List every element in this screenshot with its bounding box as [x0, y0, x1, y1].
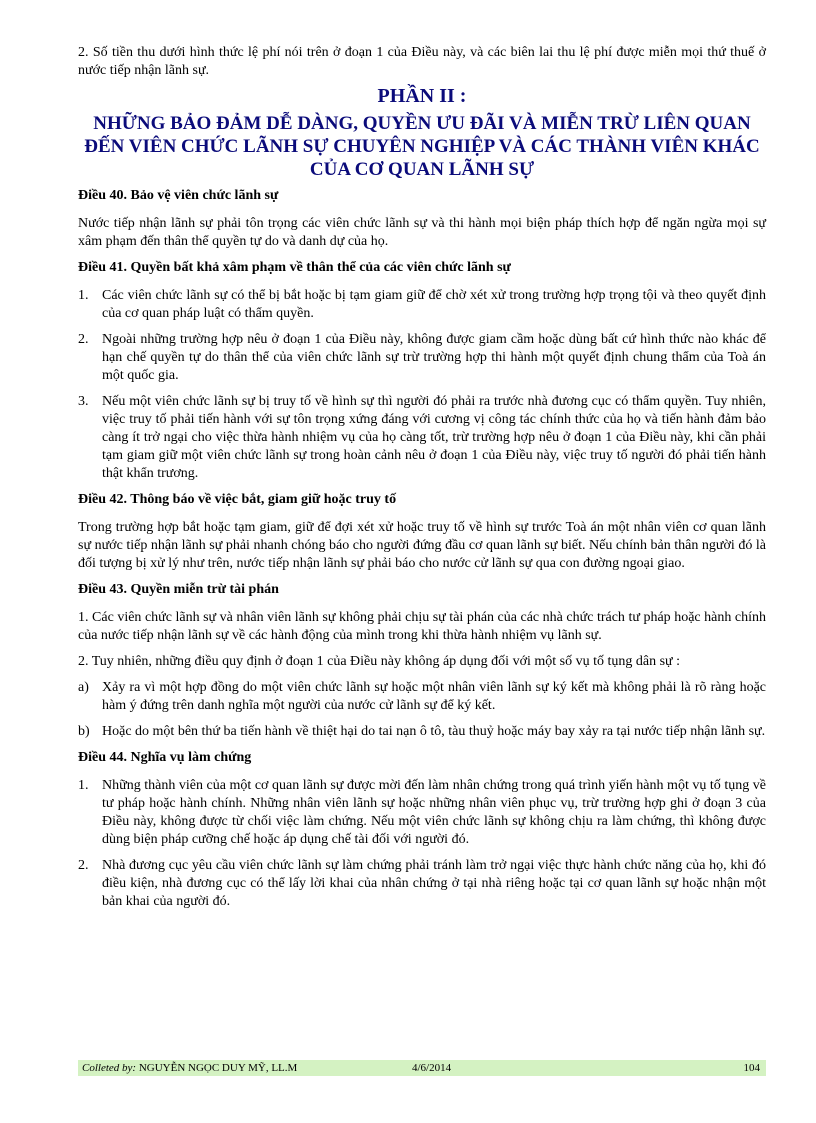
- article-43-para-1: 1. Các viên chức lãnh sự và nhân viên lãnh sự không phải chịu sự tài phán của các nhà chức trách tư pháp hoặc hành chính của nước tiếp nhận lãnh sự về các hành động của mình trong khi thừa hành nhiệm vụ lãnh sự.: [78, 610, 766, 643]
- article-43-item-a: [78, 679, 766, 715]
- article-41-item-1: [78, 287, 766, 323]
- article-40-heading: Điều 40. Bảo vệ viên chức lãnh sự: [78, 188, 279, 203]
- article-43-para-2: 2. Tuy nhiên, những điều quy định ở đoạn 1 của Điều này không áp dụng đối với một số vụ tố tụng dân sự :: [78, 654, 681, 669]
- item-number: 2.: [78, 332, 89, 347]
- item-number: 3.: [78, 394, 89, 409]
- document-page: [78, 44, 766, 919]
- article-44-heading: Điều 44. Nghĩa vụ làm chứng: [78, 750, 252, 765]
- item-text: Ngoài những trường hợp nêu ở đoạn 1 của Điều này, không được giam cầm hoặc dùng bất cứ hình thức nào khác để hạn chế quyền tự do thân thể của viên chức lãnh sự trừ trường hợp thi hành một quyết định chung thẩm của Toà án một quốc gia.: [102, 332, 766, 383]
- article-40-text: Nước tiếp nhận lãnh sự phải tôn trọng các viên chức lãnh sự và thi hành mọi biện pháp thích hợp để ngăn ngừa mọi sự xâm phạm đến thân thể quyền tự do và danh dự của họ.: [78, 216, 766, 249]
- part-subtitle: NHỮNG BẢO ĐẢM DỄ DÀNG, QUYỀN ƯU ĐÃI VÀ MIỄN TRỪ LIÊN QUAN ĐẾN VIÊN CHỨC LÃNH SỰ CHUYÊN NGHIỆP VÀ CÁC THÀNH VIÊN KHÁC CỦA CƠ QUAN LÃNH SỰ: [84, 113, 760, 180]
- footer-date: 4/6/2014: [412, 1062, 452, 1074]
- item-letter: b): [78, 724, 90, 739]
- item-text: Nhà đương cục yêu cầu viên chức lãnh sự làm chứng phải tránh làm trở ngại việc thực hành chức năng của họ, khi đó điều kiện, nhà đương cục có thể lấy lời khai của nhân chứng ở tại nhà riêng hoặc tại cơ quan lãnh sự hoặc nhận một bản khai của người đó.: [102, 858, 766, 909]
- intro-paragraph: 2. Số tiền thu dưới hình thức lệ phí nói trên ở đoạn 1 của Điều này, và các biên lai thu lệ phí được miễn mọi thứ thuế ở nước tiếp nhận lãnh sự.: [78, 45, 766, 78]
- footer-collector-label: Colleted by:: [82, 1062, 137, 1074]
- article-43-heading: Điều 43. Quyền miễn trừ tài phán: [78, 582, 279, 597]
- article-44-item-2: [78, 857, 766, 911]
- item-number: 2.: [78, 858, 89, 873]
- article-42-heading: Điều 42. Thông báo về việc bắt, giam giữ hoặc truy tố: [78, 492, 397, 507]
- part-title: PHẦN II :: [377, 85, 467, 107]
- item-text: Những thành viên của một cơ quan lãnh sự được mời đến làm nhân chứng trong quá trình yiến hành một vụ tố tụng về tư pháp hoặc hành chính. Những nhân viên lãnh sự hoặc những nhân viên phục vụ, trừ trường hợp ghi ở đoạn 3 của Điều này, không được từ chối việc làm chứng. Nếu một viên chức lãnh sự không chịu ra làm chứng, thì không được dùng biện pháp cưỡng chế hoặc áp dụng chế tài đối với người đó.: [102, 778, 766, 847]
- page-number: 104: [743, 1062, 760, 1074]
- item-text: Các viên chức lãnh sự có thể bị bắt hoặc bị tạm giam giữ để chờ xét xử trong trường hợp trọng tội và theo quyết định của cơ quan pháp luật có thẩm quyền.: [102, 288, 766, 321]
- item-text: Nếu một viên chức lãnh sự bị truy tố về hình sự thì người đó phải ra trước nhà đương cục có thẩm quyền. Tuy nhiên, việc truy tố phải tiến hành với sự tôn trọng xứng đáng với cương vị công tác chính thức của họ và tiến hành đảm bảo càng ít trở ngại cho việc thừa hành nhiệm vụ của họ càng tốt, trừ trường hợp nêu ở đoạn 1 của Điều này, khi cần phải tạm giam giữ một viên chức lãnh sự trong hoàn cảnh nêu ở đoạn 1 của Điều này, việc truy tố người đó phải tiến hành thật khẩn trương.: [102, 394, 766, 481]
- article-41-heading: Điều 41. Quyền bất khả xâm phạm về thân thể của các viên chức lãnh sự: [78, 260, 511, 275]
- footer-collector: [82, 1060, 297, 1076]
- item-number: 1.: [78, 778, 89, 793]
- footer-collector-name: NGUYỄN NGỌC DUY MỸ, LL.M: [138, 1062, 298, 1074]
- item-number: 1.: [78, 288, 89, 303]
- page-footer: [78, 1060, 766, 1076]
- item-letter: a): [78, 680, 89, 695]
- article-41-item-2: [78, 331, 766, 385]
- item-text: Hoặc do một bên thứ ba tiến hành về thiệt hại do tai nạn ô tô, tàu thuỷ hoặc máy bay xảy ra tại nước tiếp nhận lãnh sự.: [102, 724, 766, 739]
- article-44-item-1: [78, 777, 766, 849]
- article-41-item-3: [78, 393, 766, 483]
- article-43-item-b: [78, 723, 766, 741]
- item-text: Xảy ra vì một hợp đồng do một viên chức lãnh sự hoặc một nhân viên lãnh sự ký kết mà không phải là rõ ràng hoặc hàm ý đứng trên danh nghĩa một người của nước cử lãnh sự để ký kết.: [102, 680, 766, 713]
- article-42-text: Trong trường hợp bắt hoặc tạm giam, giữ để đợi xét xử hoặc truy tố về hình sự trước Toà án một nhân viên cơ quan lãnh sự nước tiếp nhận lãnh sự phải nhanh chóng báo cho người đứng đầu cơ quan lãnh sự biết. Nếu chính bản thân người đó là đối tượng bị xử lý như trên, nước tiếp nhận lãnh sự phải báo cho nước cử lãnh sự qua con đường ngoại giao.: [78, 520, 766, 571]
